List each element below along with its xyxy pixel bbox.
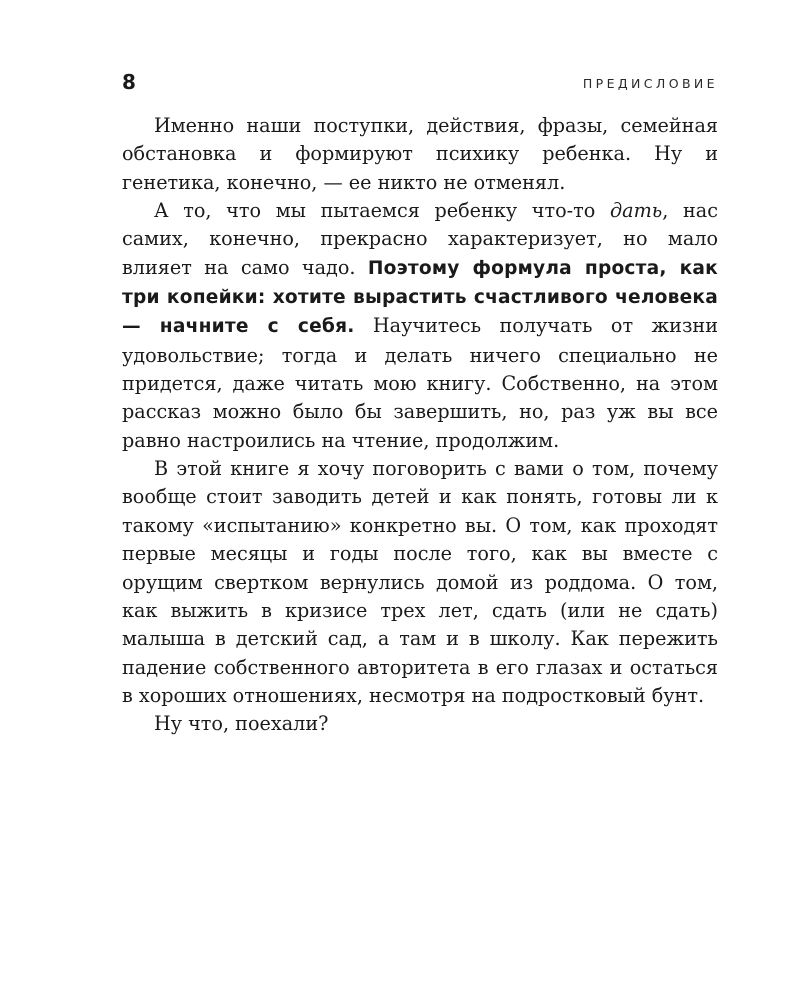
paragraph-2-text-b: , нас самих, конечно, прекрасно характеризует, но мало влияет на само чадо. (122, 199, 718, 279)
running-head: ПРЕДИСЛОВИЕ (582, 76, 718, 91)
paragraph-2-italic: дать (609, 199, 663, 223)
paragraph-3: В этой книге я хочу поговорить с вами о том, почему вообще стоит заводить детей и как понять, готовы ли к такому «испытанию» конкретно вы. О том, как проходят первые месяцы и годы после того, как вы вместе с орущим свертком вернулись домой из роддома. О том, как выжить в кризисе трех лет, сдать (или не сдать) малыша в детский сад, а там и в школу. Как пережить падение собственного авторитета в его глазах и остаться в хороших отношениях, несмотря на подростковый бунт. (122, 457, 718, 707)
page-number: 8 (122, 70, 136, 94)
paragraph-2 (122, 197, 718, 455)
body-text (122, 112, 718, 739)
paragraph-2-text-c: Научитесь получать от жизни удовольствие; тогда и делать ничего специально не придется, даже читать мою книгу. Собственно, на этом рассказ можно было бы завершить, но, раз уж вы все равно настроились на чтение, продолжим. (122, 314, 718, 452)
paragraph-4: Ну что, поехали? (154, 712, 329, 736)
paragraph-1: Именно наши поступки, действия, фразы, семейная обстановка и формируют психику ребенка. Ну и генетика, конечно, — ее никто не отменял. (122, 114, 718, 194)
paragraph-2-bold: Поэтому формула проста, как три копейки: хотите вырастить счастливого человека — начните с себя. (122, 257, 718, 338)
paragraph-2-text-a: А то, что мы пытаемся ребенку что-то (154, 199, 610, 223)
